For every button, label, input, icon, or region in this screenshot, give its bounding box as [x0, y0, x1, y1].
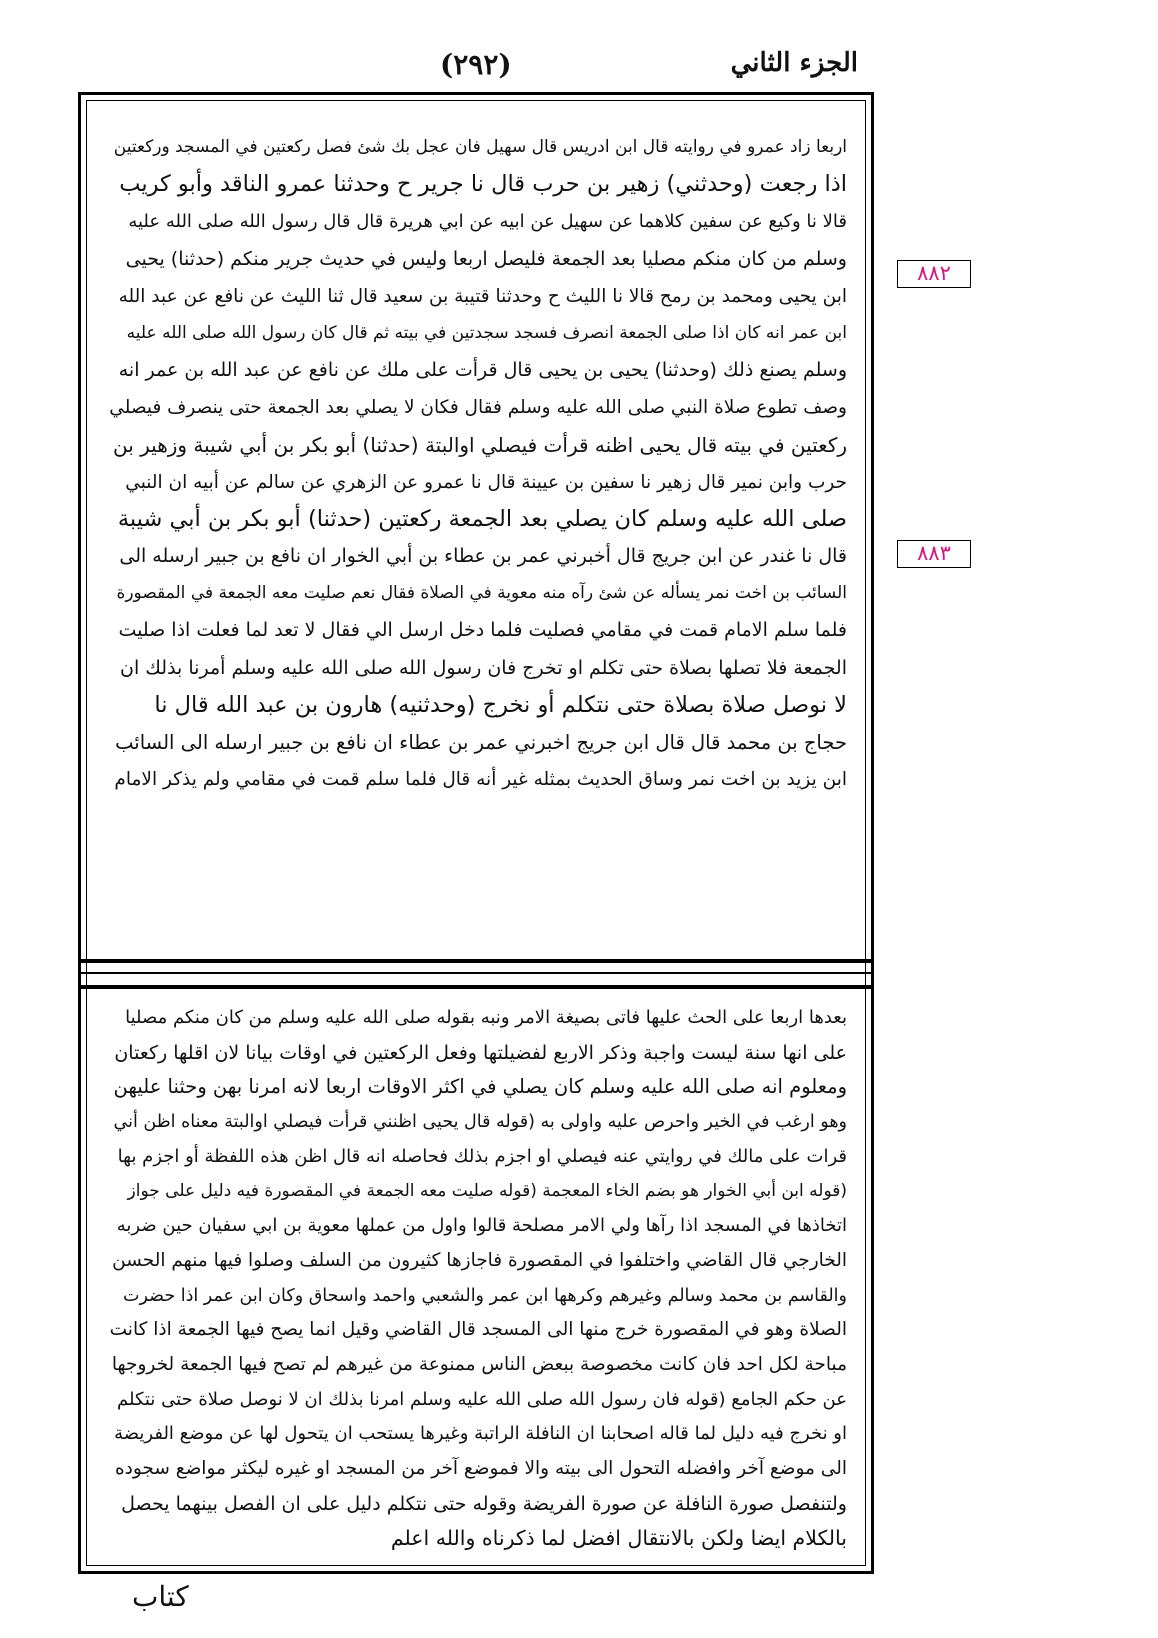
text-line: السائب بن اخت نمر يسأله عن شئ رآه منه معوية في الصلاة فقال نعم صليت معه الجمعة في المقصورة — [116, 583, 847, 604]
text-line: عن حكم الجامع (قوله فان رسول الله صلى الله عليه وسلم امرنا بذلك ان لا نوصل صلاة حتى نتكلم — [117, 1388, 847, 1410]
hadith-reference-number: ٨٨٢ — [897, 260, 971, 288]
text-line: بالكلام ايضا ولكن بالانتقال افضل لما ذكرناه والله اعلم — [390, 1526, 847, 1551]
text-line: ومعلوم انه صلى الله عليه وسلم كان يصلي في اكثر الاوقات اربعا لانه امرنا بهن وحثنا عليهن — [113, 1075, 847, 1099]
text-line: ولتنفصل صورة النافلة عن صورة الفريضة وقوله حتى نتكلم دليل على ان الفصل بينهما يحصل — [121, 1492, 847, 1515]
page-frame-inner — [86, 100, 866, 1566]
text-line: اذا رجعت (وحدثني) زهير بن حرب قال نا جرير ح وحدثنا عمرو الناقد وأبو كريب — [119, 171, 847, 198]
text-line: الخارجي قال القاضي واختلفوا في المقصورة فاجازها كثيرون من السلف وصلوا فيها منهم الحسن — [112, 1249, 847, 1271]
hadith-reference-number: ٨٨٣ — [897, 540, 971, 568]
text-line: قالا نا وكيع عن سفين كلاهما عن سهيل عن ابيه عن ابي هريرة قال قال رسول الله صلى الله عليه — [128, 211, 847, 233]
text-line: الى موضع آخر وافضله التحول الى بيته والا فموضع آخر من المسجد او غيره ليكثر مواضع سجوده — [114, 1457, 847, 1479]
page-frame — [78, 92, 874, 1574]
text-line: على انها سنة ليست واجبة وذكر الاربع لفضيلتها وفعل الركعتين في اوقات بيانا لان اقلها ركعتان — [114, 1041, 847, 1064]
text-line: قال نا غندر عن ابن جريج قال أخبرني عمر بن عطاء بن أبي الخوار ان نافع بن جبير ارسله الى — [119, 545, 847, 568]
text-line: وسلم من كان منكم مصليا بعد الجمعة فليصل اربعا وليس في حديث جرير منكم (حدثنا) يحيى — [125, 247, 847, 270]
text-line: الجمعة فلا تصلها بصلاة حتى تكلم او تخرج فان رسول الله صلى الله عليه وسلم أمرنا بذلك ان — [120, 656, 847, 679]
text-line: وهو ارغب في الخير واحرص عليه واولى به (قوله قال يحيى اظنني قرأت فيصلي اوالبتة معناه اظن أني — [113, 1112, 847, 1133]
text-line: والقاسم بن محمد وسالم وغيرهم وكرهها ابن عمر والشعبي واحمد واسحاق وكان ابن عمر اذا حضرت — [123, 1285, 847, 1306]
text-line: قرات على مالك في روايتي عنه فيصلي او اجزم بذلك فحاصله انه قال اظن هذه اللفظة أو اجزم بها — [117, 1145, 847, 1167]
text-line: حرب وابن نمير قال زهير نا سفين بن عيينة قال نا عمرو عن الزهري عن سالم عن أبيه ان النبي — [125, 471, 847, 493]
text-line: حجاج بن محمد قال قال ابن جريج اخبرني عمر بن عطاء ان نافع بن جبير ارسله الى السائب — [115, 731, 847, 754]
text-line: او نخرج فيه دليل لما قاله اصحابنا ان النافلة الراتبة وغيرها يستحب ان يتحول لها عن موضع الفريضة — [114, 1423, 847, 1445]
text-line: وصف تطوع صلاة النبي صلى الله عليه وسلم فقال فكان لا يصلي بعد الجمعة حتى ينصرف فيصلي — [109, 397, 847, 419]
text-line: لا نوصل صلاة بصلاة حتى نتكلم أو نخرج (وحدثنيه) هارون بن عبد الله قال نا — [154, 691, 847, 718]
text-line: اتخاذها في المسجد اذا رآها ولي الامر مصلحة قالوا واول من عملها معوية بن ابي سفيان حين ضربه — [116, 1215, 847, 1237]
text-line: صلى الله عليه وسلم كان يصلي بعد الجمعة ركعتين (حدثنا) أبو بكر بن أبي شيبة — [117, 505, 847, 532]
commentary-text-block — [87, 1001, 865, 1566]
text-line: ركعتين في بيته قال يحيى اظنه قرأت فيصلي اوالبتة (حدثنا) أبو بكر بن أبي شيبة وزهير بن — [112, 432, 847, 457]
text-line: فلما سلم الامام قمت في مقامي فصليت فلما دخل ارسل الي فقال لا تعد لما فعلت اذا صليت — [118, 619, 847, 642]
text-line: وسلم يصنع ذلك (وحدثنا) يحيى بن يحيى قال قرأت على ملك عن نافع عن عبد الله بن عمر انه — [118, 359, 847, 382]
text-line: اربعا زاد عمرو في روايته قال ابن ادريس قال سهيل فان عجل بك شئ فصل ركعتين في المسجد وركعتين — [113, 137, 847, 157]
text-line: ابن يحيى ومحمد بن رمح قالا نا الليث ح وحدثنا قتيبة بن سعيد قال ثنا الليث عن نافع عن عبد الله — [118, 285, 847, 307]
hadith-text-block — [87, 129, 865, 969]
catchword: كتاب — [132, 1580, 189, 1613]
text-line: مباحة لكل احد فان كانت مخصوصة ببعض الناس ممنوعة من غيرهم لم تصح فيها الجمعة لخروجها — [111, 1353, 847, 1375]
volume-title: الجزء الثاني — [730, 48, 858, 78]
text-line: ابن عمر انه كان اذا صلى الجمعة انصرف فسجد سجدتين في بيته ثم قال كان رسول الله صلى الله عليه — [126, 322, 847, 343]
page-number: (٢٩٢) — [440, 48, 512, 81]
text-line: ابن يزيد بن اخت نمر وساق الحديث بمثله غير أنه قال فلما سلم قمت في مقامي ولم يذكر الامام — [114, 769, 847, 791]
text-line: (قوله ابن أبي الخوار هو بضم الخاء المعجمة (قوله صليت معه الجمعة في المقصورة فيه دليل على جواز — [127, 1181, 847, 1202]
section-divider — [81, 959, 871, 989]
text-line: بعدها اربعا على الحث عليها فاتى بصيغة الامر ونبه بقوله صلى الله عليه وسلم من كان منكم مصليا — [125, 1007, 847, 1028]
text-line: الصلاة وهو في المقصورة خرج منها الى المسجد قال القاضي وقيل انما يصح فيها الجمعة اذا كانت — [109, 1319, 847, 1341]
